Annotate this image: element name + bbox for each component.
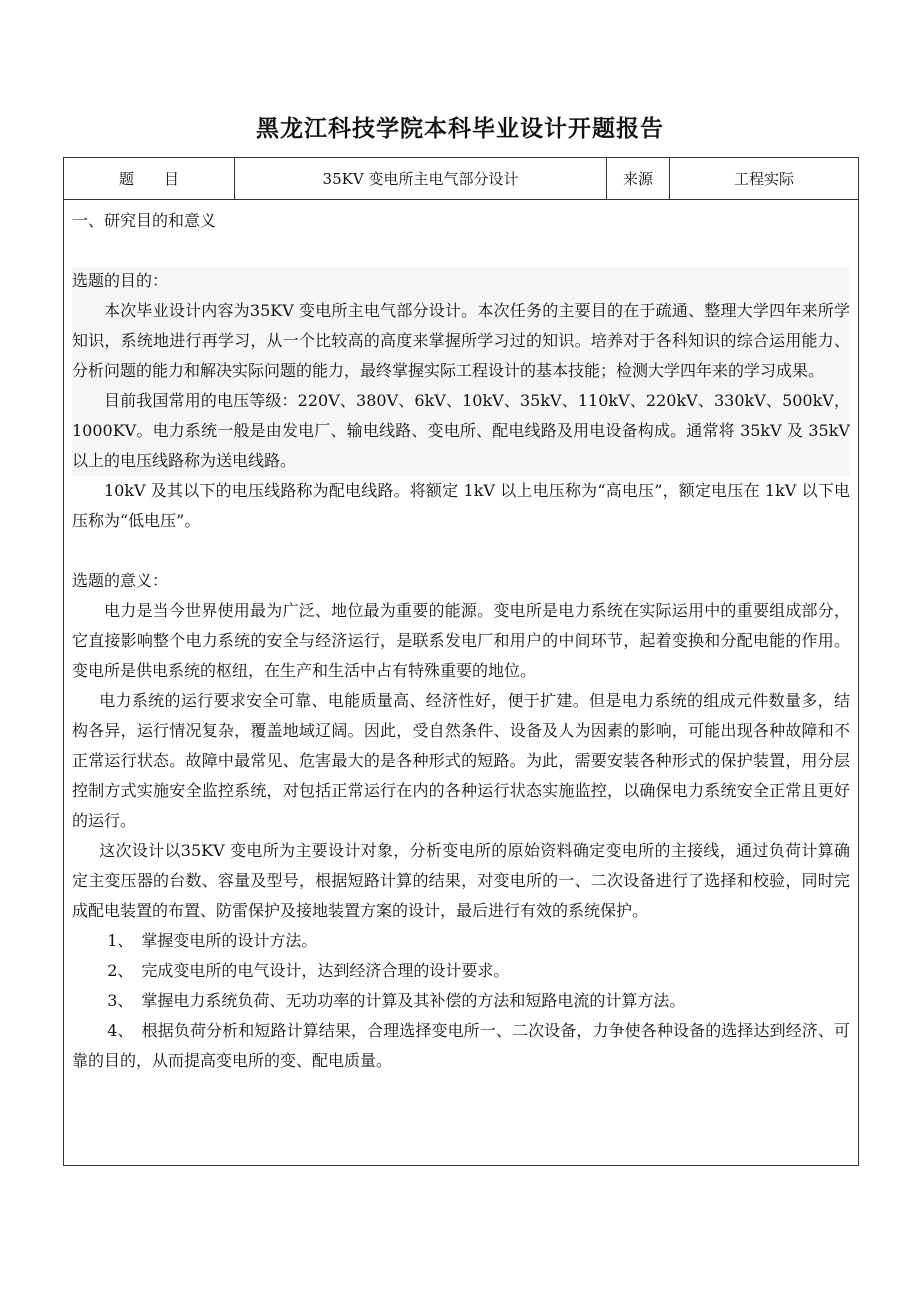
body-row bbox=[64, 200, 859, 1166]
report-table bbox=[63, 157, 859, 1166]
list-item: 3、 掌握电力系统负荷、无功功率的计算及其补偿的方法和短路电流的计算方法。 bbox=[107, 991, 686, 1010]
purpose-paragraph: 目前我国常用的电压等级：220V、380V、6kV、10kV、35kV、110kV、220kV、330kV、500kV，1000KV。电力系统一般是由发电厂、输电线路、变电所、配电线路及用电设备构成。通常将 35kV 及 35kV 以上的电压线路称为送电线路。 bbox=[72, 391, 850, 470]
source-value: 工程实际 bbox=[670, 158, 859, 200]
significance-label: 选题的意义： bbox=[72, 571, 169, 590]
significance-paragraph: 电力系统的运行要求安全可靠、电能质量高、经济性好，便于扩建。但是电力系统的组成元件数量多，结构各异，运行情况复杂，覆盖地域辽阔。因此，受自然条件、设备及人为因素的影响，可能出现各种故障和不正常运行状态。故障中最常见、危害最大的是各种形式的短路。为此，需要安装各种形式的保护装置，用分层控制方式实施安全监控系统，对包括正常运行在内的各种运行状态实施监控，以确保电力系统安全正常且更好的运行。 bbox=[72, 691, 850, 830]
page-title: 黑龙江科技学院本科毕业设计开题报告 bbox=[256, 115, 664, 142]
section-heading: 一、研究目的和意义 bbox=[72, 211, 217, 230]
topic-value: 35KV 变电所主电气部分设计 bbox=[235, 158, 607, 200]
list-item: 4、 根据负荷分析和短路计算结果，合理选择变电所一、二次设备，力争使各种设备的选择达到经济、可靠的目的，从而提高变电所的变、配电质量。 bbox=[72, 1021, 850, 1070]
source-label: 来源 bbox=[607, 158, 670, 200]
purpose-paragraph: 本次毕业设计内容为35KV 变电所主电气部分设计。本次任务的主要目的在于疏通、整理大学四年来所学知识，系统地进行再学习，从一个比较高的高度来掌握所学习过的知识。培养对于各科知识的综合运用能力、分析问题的能力和解决实际问题的能力，最终掌握实际工程设计的基本技能；检测大学四年来的学习成果。 bbox=[72, 301, 850, 380]
list-item: 1、 掌握变电所的设计方法。 bbox=[107, 931, 318, 950]
significance-paragraph: 这次设计以35KV 变电所为主要设计对象，分析变电所的原始资料确定变电所的主接线，通过负荷计算确定主变压器的台数、容量及型号，根据短路计算的结果，对变电所的一、二次设备进行了选择和校验，同时完成配电装置的布置、防雷保护及接地装置方案的设计，最后进行有效的系统保护。 bbox=[72, 841, 850, 920]
list-item: 2、 完成变电所的电气设计，达到经济合理的设计要求。 bbox=[107, 961, 510, 980]
significance-paragraph: 电力是当今世界使用最为广泛、地位最为重要的能源。变电所是电力系统在实际运用中的重要组成部分，它直接影响整个电力系统的安全与经济运行，是联系发电厂和用户的中间环节，起着变换和分配电能的作用。变电所是供电系统的枢纽，在生产和生活中占有特殊重要的地位。 bbox=[72, 601, 850, 680]
content-area bbox=[64, 200, 858, 1076]
purpose-block bbox=[72, 266, 850, 476]
body-cell bbox=[64, 200, 859, 1166]
purpose-label: 选题的目的： bbox=[72, 271, 169, 290]
topic-label: 题 目 bbox=[64, 158, 235, 200]
purpose-paragraph: 10kV 及其以下的电压线路称为配电线路。将额定 1kV 以上电压称为“高电压”，额定电压在 1kV 以下电压称为“低电压”。 bbox=[72, 481, 850, 530]
header-row bbox=[64, 158, 859, 200]
